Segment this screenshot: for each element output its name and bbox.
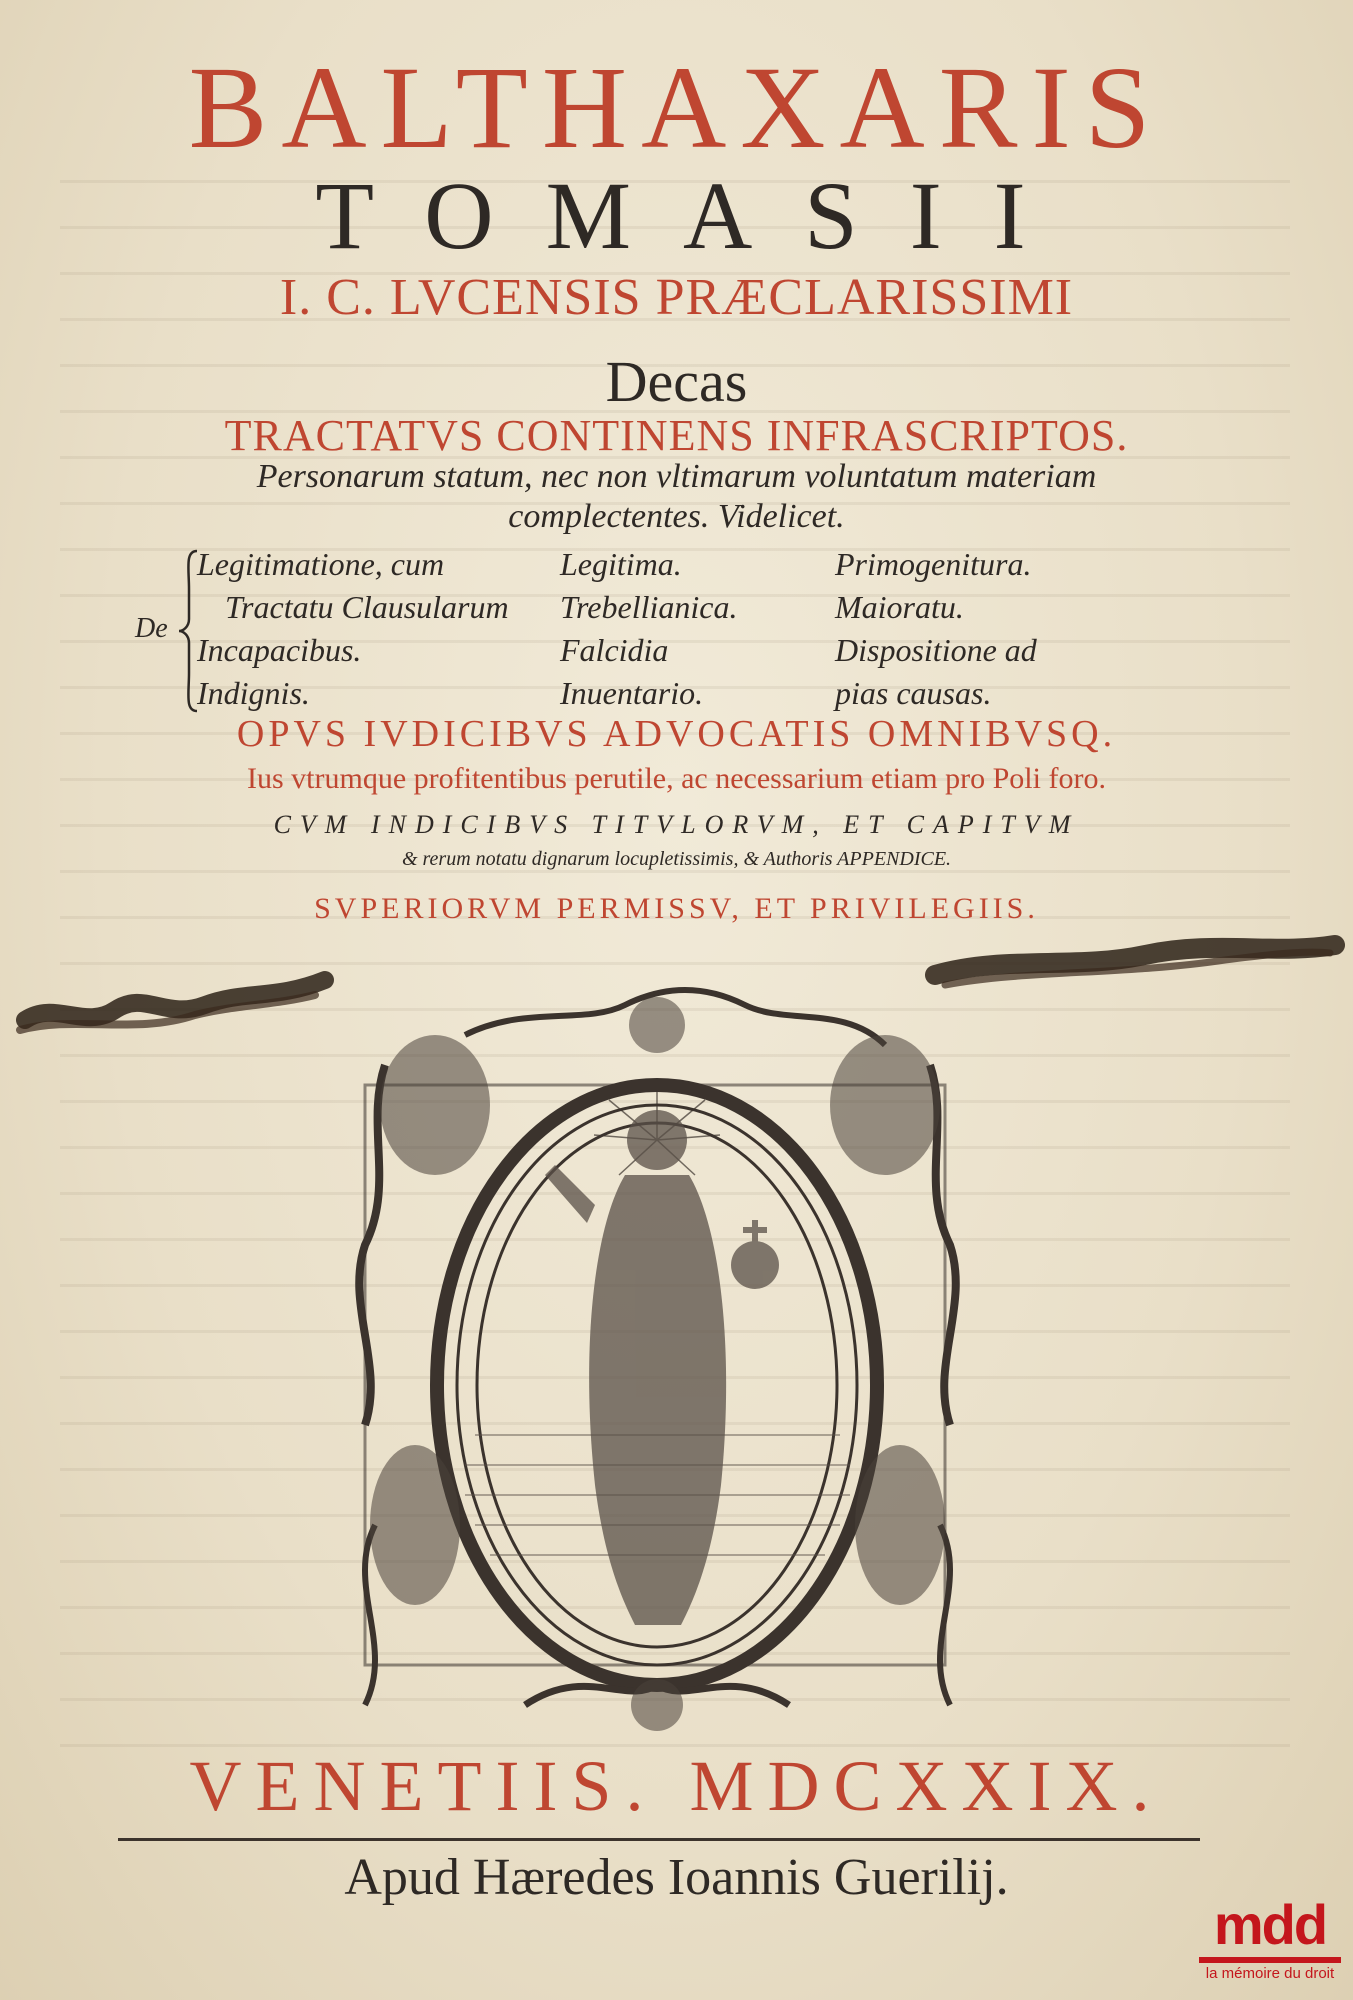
logo-mark: mdd [1213,1893,1327,1956]
contents-label: De [135,613,168,644]
imprint-rule [118,1838,1200,1841]
woodcut-illustration [325,965,990,1745]
contents-item: Inuentario. [560,675,704,711]
contents-item: Falcidia [560,632,669,668]
audience-description: Ius vtrumque profitentibus perutile, ac necessarium etiam pro Poli foro. [247,762,1106,795]
work-title: Decas [605,349,748,414]
logo-tagline: la mémoire du droit [1205,1965,1335,1982]
contents-item: Primogenitura. [835,546,1032,582]
logo-bar [1199,1957,1341,1963]
privilege-line: SVPERIORVM PERMISSV, ET PRIVILEGIIS. [314,892,1039,925]
contents-column-2 [560,543,737,715]
imprint-place-year: VENETIIS. MDCXXIX. [189,1746,1164,1826]
audience-heading: OPVS IVDICIBVS ADVOCATIS OMNIBVSQ. [236,713,1117,755]
contents-item: Incapacibus. [197,632,362,668]
watermark-logo [1195,1895,1345,1982]
imprint-printer: Apud Hæredes Ioannis Guerilij. [344,1849,1009,1906]
index-heading: CVM INDICIBVS TITVLORVM, ET CAPITVM [273,810,1080,839]
author-surname: TOMASII [315,162,1078,269]
author-description: I. C. LVCENSIS PRÆCLARISSIMI [279,269,1074,326]
contents-item: pias causas. [835,675,992,711]
contents-column-1 [197,543,509,715]
work-subtitle: TRACTATVS CONTINENS INFRASCRIPTOS. [224,411,1129,460]
contents-column-3 [835,543,1037,715]
contents-item: Indignis. [197,675,310,711]
author-first-name: BALTHAXARIS [188,42,1165,173]
contents-item: Tractatu Clausularum [225,589,509,625]
contents-list [125,543,1275,713]
contents-item: Maioratu. [835,589,964,625]
contents-item: Trebellianica. [560,589,738,625]
work-description-line2: complectentes. Videlicet. [508,498,845,535]
contents-item: Legitimatione, cum [197,546,445,582]
contents-item: Legitima. [560,546,682,582]
contents-item: Dispositione ad [835,632,1037,668]
work-description-line1: Personarum statum, nec non vltimarum voluntatum materiam [256,458,1097,495]
left-ink-strikeout [15,960,335,1050]
index-description: & rerum notatu dignarum locupletissimis, & Authoris APPENDICE. [401,848,952,870]
